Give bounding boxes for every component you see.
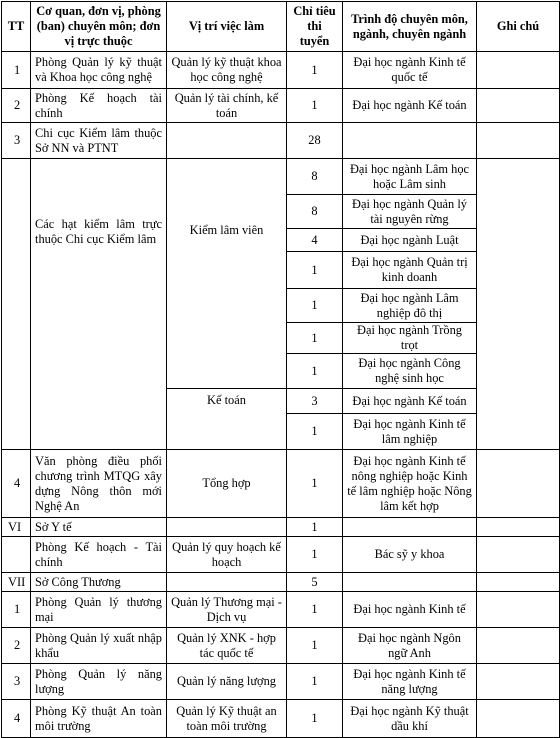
row-tt: 4: [2, 450, 31, 518]
row-agency: Phòng Quản lý năng lượng: [31, 664, 167, 700]
row-quota: 8: [287, 195, 343, 229]
header-quota: Chỉ tiêu thi tuyển: [287, 2, 343, 52]
row-tt: 2: [2, 89, 31, 123]
row-qualification: Đại học ngành Kế toán: [343, 389, 477, 414]
row-qualification: Đại học ngành Công nghệ sinh học: [343, 354, 477, 389]
row-quota: 1: [287, 323, 343, 354]
row-tt: 2: [2, 628, 31, 664]
row-position: Quản lý XNK - hợp tác quốc tế: [167, 628, 287, 664]
row-qualification: Đại học ngành Quản lý tài nguyên rừng: [343, 195, 477, 229]
row-agency: Phòng Kỹ thuật An toàn môi trường: [31, 700, 167, 738]
header-qualification: Trình độ chuyên môn, ngành, chuyên ngành: [343, 2, 477, 52]
row-tt: 3: [2, 664, 31, 700]
row-qualification: Đại học ngành Quản trị kinh doanh: [343, 252, 477, 289]
header-tt: TT: [2, 2, 31, 52]
row-quota: 1: [287, 252, 343, 289]
row-quota: 1: [287, 450, 343, 518]
row-note: [477, 518, 560, 537]
row-note: [477, 89, 560, 123]
row-agency: Phòng Quản lý xuất nhập khẩu: [31, 628, 167, 664]
row-position: Quản lý quy hoạch kế hoạch: [167, 537, 287, 573]
row-position: Kiểm lâm viên: [167, 159, 287, 389]
row-agency: Phòng Kế hoạch tài chính: [31, 89, 167, 123]
row-agency: Chi cục Kiểm lâm thuộc Sở NN và PTNT: [31, 123, 167, 159]
header-note: Ghi chú: [477, 2, 560, 52]
row-note: [477, 159, 560, 450]
row-quota: 1: [287, 700, 343, 738]
row-note: [477, 123, 560, 159]
header-position: Vị trí việc làm: [167, 2, 287, 52]
row-note: [477, 628, 560, 664]
row-position: Quản lý tài chính, kế toán: [167, 89, 287, 123]
row-position: [167, 123, 287, 159]
row-agency: Phòng Kế hoạch - Tài chính: [31, 537, 167, 573]
row-quota: 4: [287, 229, 343, 252]
row-qualification: Đại học ngành Lâm học hoặc Lâm sinh: [343, 159, 477, 195]
row-tt: VII: [2, 573, 31, 592]
row-qualification: Đại học ngành Kinh tế năng lượng: [343, 664, 477, 700]
row-note: [477, 537, 560, 573]
row-agency: Các hạt kiểm lâm trực thuộc Chi cục Kiểm lâm: [31, 159, 167, 450]
row-agency: Sở Y tế: [31, 518, 167, 537]
row-position: Quản lý Thương mại - Dịch vụ: [167, 592, 287, 628]
row-note: [477, 450, 560, 518]
table-row: [2, 89, 560, 123]
row-quota: 1: [287, 537, 343, 573]
recruitment-table: [1, 1, 560, 738]
table-row: [2, 450, 560, 518]
row-quota: 3: [287, 389, 343, 414]
row-qualification: Đại học ngành Kinh tế nông nghiệp hoặc Kinh tế lâm nghiệp hoặc Nông lâm kết hợp: [343, 450, 477, 518]
row-qualification: Đại học ngành Kế toán: [343, 89, 477, 123]
row-tt: 1: [2, 592, 31, 628]
table-row: [2, 628, 560, 664]
row-agency: Văn phòng điều phối chương trình MTQG xây dựng Nông thôn mới Nghệ An: [31, 450, 167, 518]
row-note: [477, 592, 560, 628]
table-row: [2, 573, 560, 592]
row-quota: 1: [287, 518, 343, 537]
row-quota: 1: [287, 628, 343, 664]
row-note: [477, 573, 560, 592]
table-row: [2, 592, 560, 628]
row-note: [477, 700, 560, 738]
row-tt: [2, 159, 31, 450]
row-qualification: Đại học ngành Kinh tế: [343, 592, 477, 628]
table-row: [2, 52, 560, 89]
row-qualification: Đại học ngành Lâm nghiệp đô thị: [343, 289, 477, 323]
row-agency: Phòng Quản lý kỹ thuật và Khoa học công nghệ: [31, 52, 167, 89]
row-qualification: Bác sỹ y khoa: [343, 537, 477, 573]
table-row: [2, 700, 560, 738]
row-agency: Phòng Quản lý thương mại: [31, 592, 167, 628]
table-header-row: [2, 2, 560, 52]
row-quota: 5: [287, 573, 343, 592]
row-tt: [2, 537, 31, 573]
row-quota: 1: [287, 89, 343, 123]
table-row: [2, 123, 560, 159]
table-row: [2, 518, 560, 537]
row-position: Quản lý Kỹ thuật an toàn môi trường: [167, 700, 287, 738]
row-tt: 4: [2, 700, 31, 738]
table-row: [2, 664, 560, 700]
row-quota: 8: [287, 159, 343, 195]
row-quota: 1: [287, 289, 343, 323]
header-agency: Cơ quan, đơn vị, phòng (ban) chuyên môn; đơn vị trực thuộc: [31, 2, 167, 52]
row-quota: 1: [287, 664, 343, 700]
row-note: [477, 52, 560, 89]
row-qualification: [343, 573, 477, 592]
row-position: [167, 573, 287, 592]
row-qualification: [343, 518, 477, 537]
row-quota: 1: [287, 592, 343, 628]
row-position: Quản lý năng lượng: [167, 664, 287, 700]
row-qualification: Đại học ngành Luật: [343, 229, 477, 252]
row-qualification: Đại học ngành Kỹ thuật dầu khí: [343, 700, 477, 738]
row-note: [477, 664, 560, 700]
row-agency: Sở Công Thương: [31, 573, 167, 592]
row-position: [167, 518, 287, 537]
row-qualification: Đại học ngành Trồng trọt: [343, 323, 477, 354]
row-position: Tổng hợp: [167, 450, 287, 518]
row-quota: 28: [287, 123, 343, 159]
row-tt: VI: [2, 518, 31, 537]
row-qualification: Đại học ngành Kinh tế quốc tế: [343, 52, 477, 89]
table-row: [2, 537, 560, 573]
row-tt: 1: [2, 52, 31, 89]
row-qualification: Đại học ngành Ngôn ngữ Anh: [343, 628, 477, 664]
row-qualification: Đại học ngành Kinh tế lâm nghiệp: [343, 414, 477, 450]
row-quota: 1: [287, 354, 343, 389]
row-quota: 1: [287, 414, 343, 450]
table-row: [2, 159, 560, 195]
row-position: Quản lý kỹ thuật khoa học công nghệ: [167, 52, 287, 89]
row-qualification: [343, 123, 477, 159]
row-quota: 1: [287, 52, 343, 89]
row-tt: 3: [2, 123, 31, 159]
row-position: Kế toán: [167, 389, 287, 450]
